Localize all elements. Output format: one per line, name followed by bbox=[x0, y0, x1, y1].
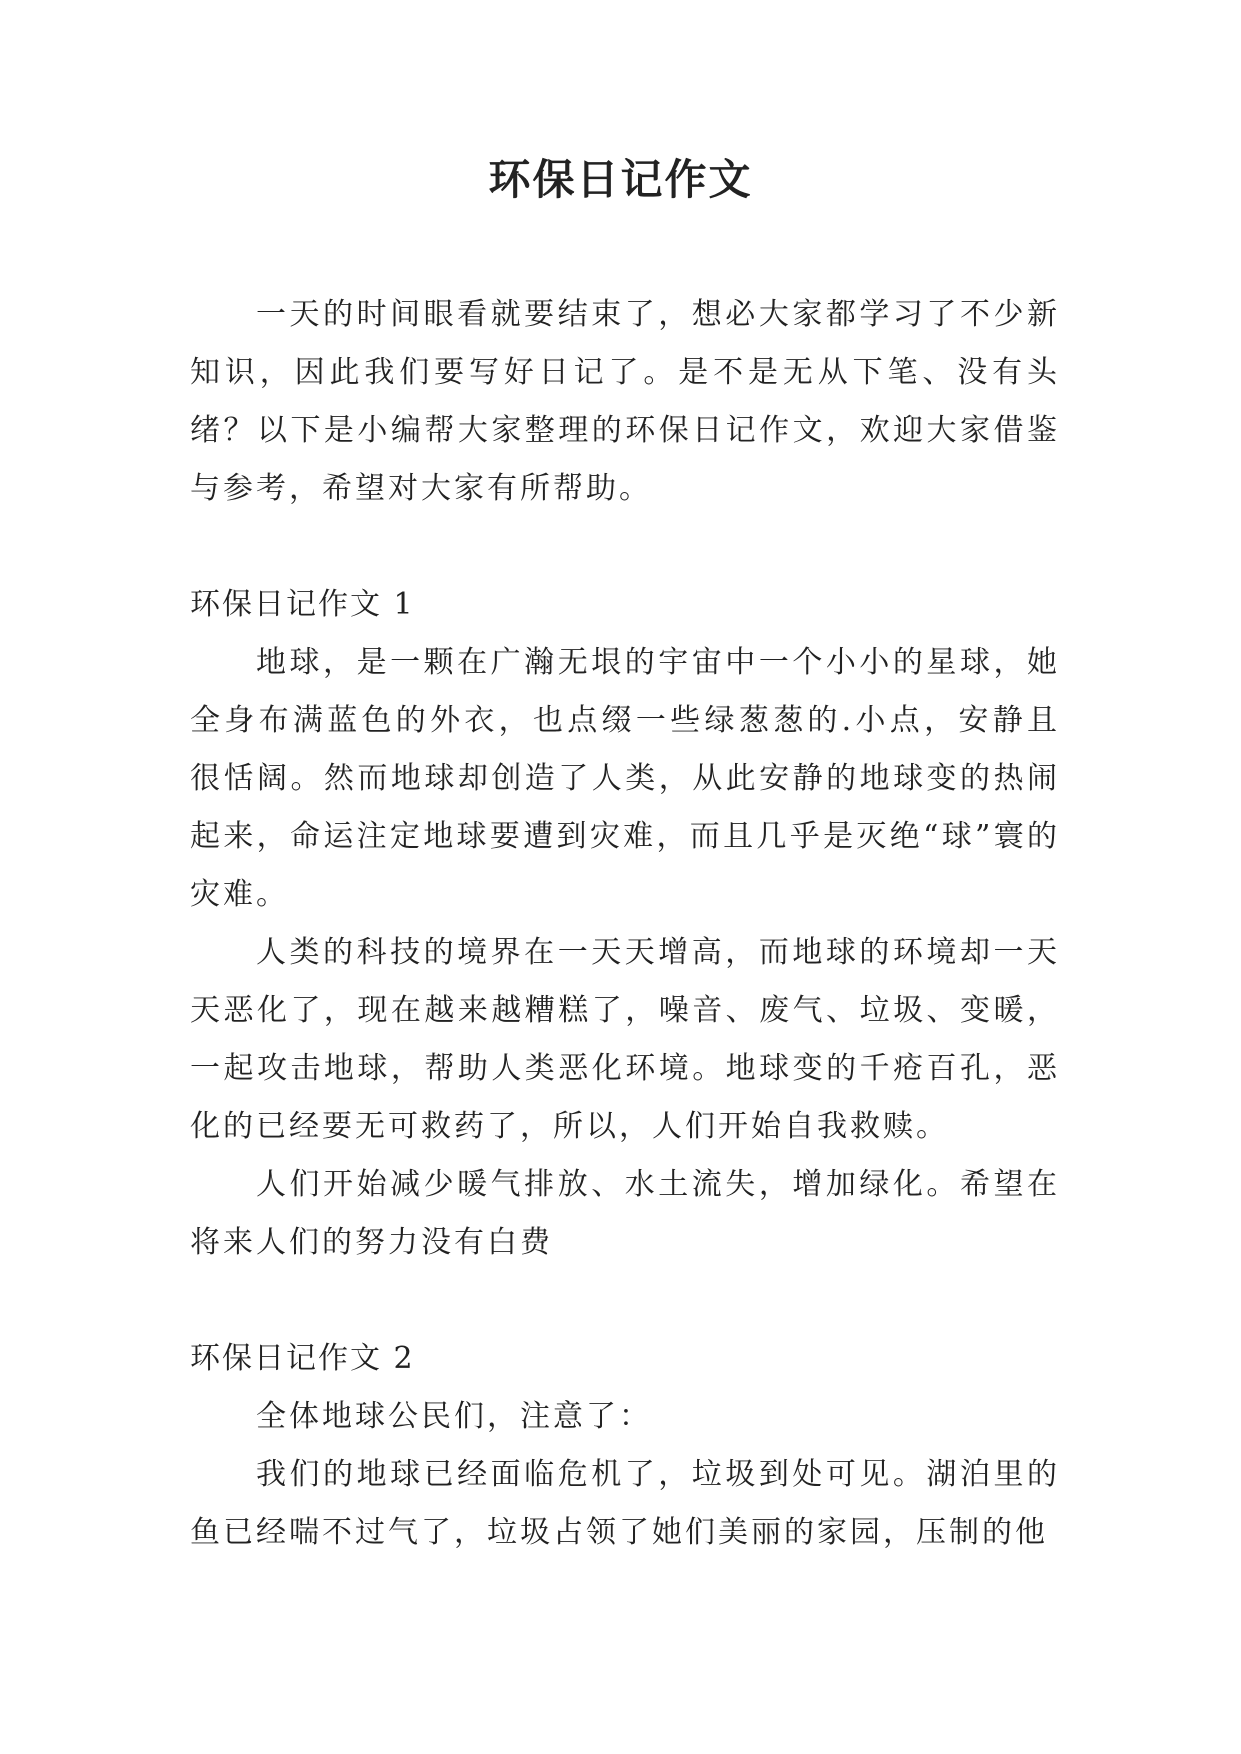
section-1-paragraph-3: 人们开始减少暖气排放、水土流失，增加绿化。希望在将来人们的努力没有白费 bbox=[190, 1167, 1060, 1260]
section-2-paragraph-1: 全体地球公民们，注意了： bbox=[256, 1399, 652, 1434]
document-title: 环保日记作文 bbox=[488, 155, 753, 204]
section-1-paragraph-1: 地球，是一颗在广瀚无垠的宇宙中一个小小的星球，她全身布满蓝色的外衣，也点缀一些绿葱葱的.小点，安静且很恬阔。然而地球却创造了人类，从此安静的地球变的热闹起来，命运注定地球要遭到灾难，而且几乎是灭绝“球”寰的灾难。 bbox=[190, 645, 1060, 912]
section-2-paragraph-2: 我们的地球已经面临危机了，垃圾到处可见。湖泊里的鱼已经喘不过气了，垃圾占领了她们美丽的家园，压制的他 bbox=[190, 1457, 1060, 1550]
intro-paragraph: 一天的时间眼看就要结束了，想必大家都学习了不少新知识，因此我们要写好日记了。是不是无从下笔、没有头绪？以下是小编帮大家整理的环保日记作文，欢迎大家借鉴与参考，希望对大家有所帮助。 bbox=[190, 297, 1060, 506]
section-heading-2: 环保日记作文 2 bbox=[190, 1341, 415, 1376]
spacer bbox=[190, 1272, 1060, 1330]
spacer bbox=[190, 518, 1060, 576]
document-body bbox=[190, 286, 1060, 1562]
section-heading-1: 环保日记作文 1 bbox=[190, 587, 415, 622]
section-1-paragraph-2: 人类的科技的境界在一天天增高，而地球的环境却一天天恶化了，现在越来越糟糕了，噪音、废气、垃圾、变暖，一起攻击地球，帮助人类恶化环境。地球变的千疮百孔，恶化的已经要无可救药了，所以，人们开始自我救赎。 bbox=[190, 935, 1060, 1144]
